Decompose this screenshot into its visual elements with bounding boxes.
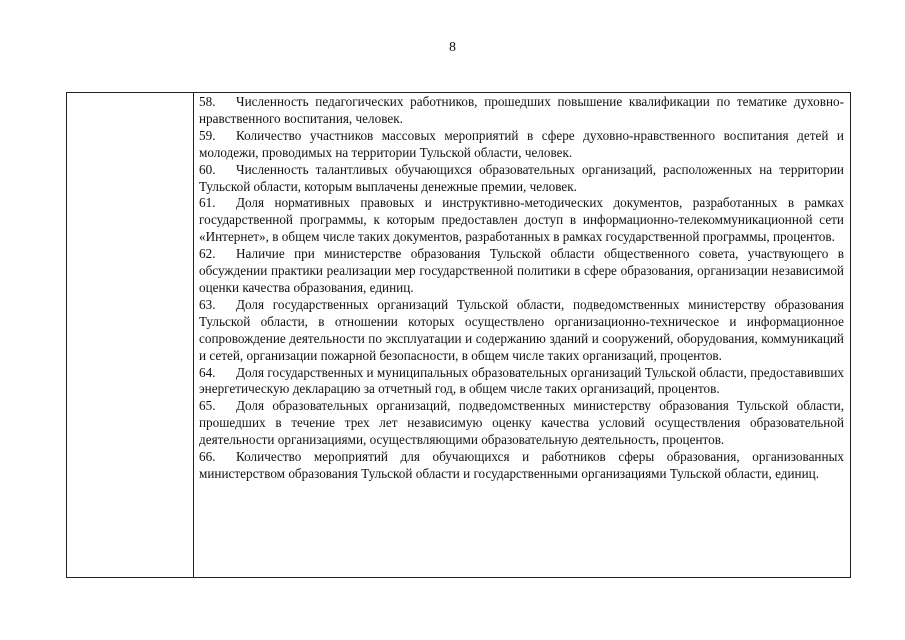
indicator-number: 64. bbox=[199, 364, 216, 380]
table-right-cell bbox=[194, 93, 850, 577]
indicator-text: Доля образовательных организаций, подведомственных министерству образования Тульской области, прошедших в течение трех лет независимую оценку качества условий осуществления образовательной деятельности организациями, осуществляющими образовательную деятельность, процентов. bbox=[199, 398, 844, 448]
indicator-text: Доля государственных организаций Тульской области, подведомственных министерству образования Тульской области, в отношении которых осуществлено организационно-техническое и информационное сопровождение деятельности по эксплуатации и содержанию зданий и сооружений, оборудования, коммуникаций и сетей, организации пожарной безопасности, в общем числе таких организаций, процентов. bbox=[199, 296, 844, 363]
indicator-item-66 bbox=[199, 449, 844, 483]
indicator-number: 58. bbox=[199, 94, 216, 109]
indicator-number: 62. bbox=[199, 246, 216, 262]
indicator-item-59 bbox=[199, 128, 844, 162]
indicator-text: Количество мероприятий для обучающихся и работников сферы образования, организованных министерством образования Тульской области и государственными организациями Тульской области, единиц. bbox=[199, 449, 844, 481]
page-number: 8 bbox=[449, 40, 456, 55]
indicator-number: 65. bbox=[199, 398, 216, 414]
indicators-table bbox=[66, 92, 851, 578]
indicator-text: Численность педагогических работников, прошедших повышение квалификации по тематике духовно-нравственного воспитания, человек. bbox=[199, 94, 844, 126]
indicator-number: 61. bbox=[199, 195, 216, 211]
indicator-item-64 bbox=[199, 365, 844, 399]
indicator-text: Доля нормативных правовых и инструктивно-методических документов, разработанных в рамках государственной программы, к которым предоставлен доступ в информационно-телекоммуникационной сети «Интернет», в общем числе таких документов, разработанных в рамках государственной программы, процентов. bbox=[199, 195, 844, 245]
indicator-number: 63. bbox=[199, 296, 216, 312]
table-left-cell bbox=[67, 93, 194, 577]
indicator-text: Доля государственных и муниципальных образовательных организаций Тульской области, предоставивших энергетическую декларацию за отчетный год, в общем числе таких организаций, процентов. bbox=[199, 364, 844, 397]
indicator-number: 60. bbox=[199, 161, 216, 177]
indicator-item-61 bbox=[199, 195, 844, 246]
indicator-number: 66. bbox=[199, 449, 216, 465]
indicator-item-65 bbox=[199, 398, 844, 449]
indicator-item-62 bbox=[199, 246, 844, 297]
indicator-text: Количество участников массовых мероприятий в сфере духовно-нравственного воспитания детей и молодежи, проводимых на территории Тульской области, человек. bbox=[199, 127, 844, 160]
indicator-number: 59. bbox=[199, 127, 216, 143]
indicator-item-63 bbox=[199, 297, 844, 365]
indicator-item-60 bbox=[199, 162, 844, 196]
indicator-item-58 bbox=[199, 94, 844, 128]
indicator-text: Наличие при министерстве образования Тульской области общественного совета, участвующего в обсуждении практики реализации мер государственной политики в сфере образования, организации независимой оценки качества образования, единиц. bbox=[199, 246, 844, 295]
indicator-text: Численность талантливых обучающихся образовательных организаций, расположенных на территории Тульской области, которым выплачены денежные премии, человек. bbox=[199, 161, 844, 194]
